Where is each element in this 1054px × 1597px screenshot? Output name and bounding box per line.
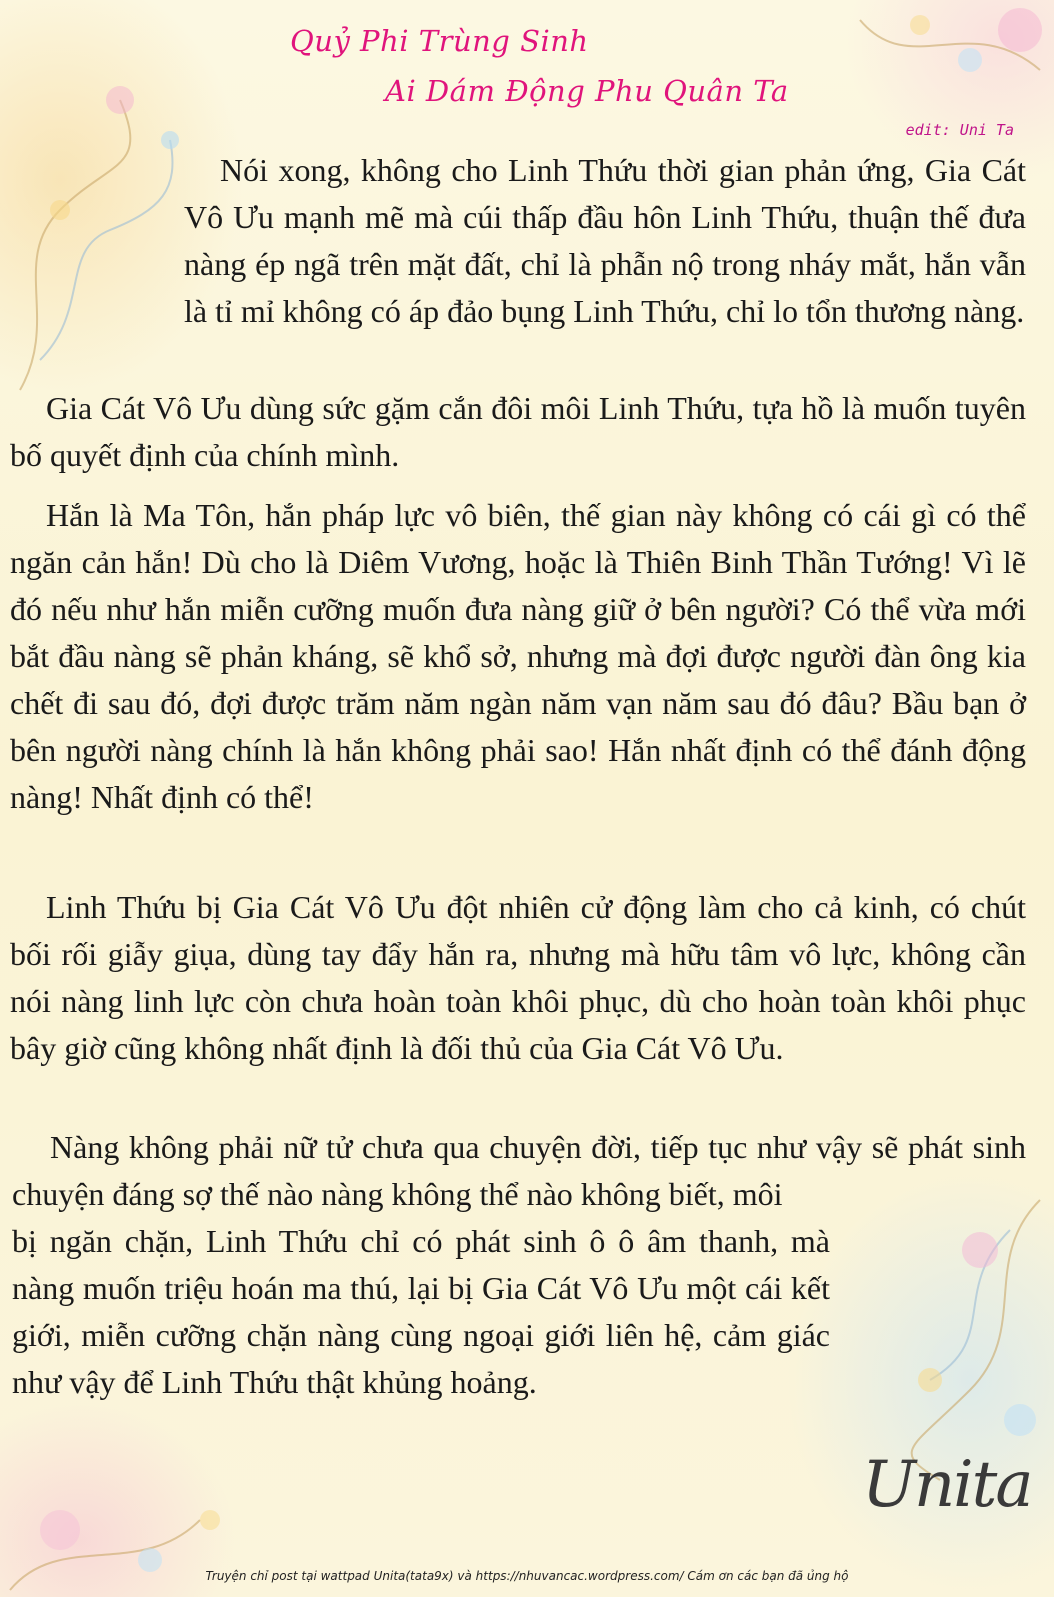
paragraph-1: Nói xong, không cho Linh Thứu thời gian phản ứng, Gia Cát Vô Ưu mạnh mẽ mà cúi thấp đầu hôn Linh Thứu, thuận thế đưa nàng ép ngã trên mặt đất, chỉ là phẫn nộ trong nháy mắt, hắn vẫn là tỉ mỉ không có áp đảo bụng Linh Thứu, chỉ lo tổn thương nàng. [184, 152, 1026, 329]
paragraph-3: Hắn là Ma Tôn, hắn pháp lực vô biên, thế gian này không có cái gì có thể ngăn cản hắn! Dù cho là Diêm Vương, hoặc là Thiên Binh Thần Tướng! Vì lẽ đó nếu như hắn miễn cưỡng muốn đưa nàng giữ ở bên người? Có thể vừa mới bắt đầu nàng sẽ phản kháng, sẽ khổ sở, nhưng mà đợi được người đàn ông kia chết đi sau đó, đợi được trăm năm ngàn năm vạn năm sau đó đâu? Bầu bạn ở bên người nàng chính là hắn không phải sao! Hắn nhất định có thể đánh động nàng! Nhất định có thể! [10, 497, 1026, 815]
paragraph-5-part-1: Nàng không phải nữ tử chưa qua chuyện đời, tiếp tục như vậy sẽ phát sinh chuyện đáng sợ thế nào nàng không thể nào không biết, môi [12, 1129, 1026, 1212]
editor-credit: edit: Uni Ta [905, 121, 1014, 139]
floral-swirl-decoration-left [0, 60, 200, 400]
signature-logo: Unita [862, 1448, 1032, 1522]
paragraph-5-part-2: bị ngăn chặn, Linh Thứu chỉ có phát sinh ô ô âm thanh, mà nàng muốn triệu hoán ma thú, lại bị Gia Cát Vô Ưu một cái kết giới, miễn cưỡng chặn nàng cùng ngoại giới liên hệ, cảm giác như vậy để Linh Thứu thật khủng hoảng. [12, 1223, 830, 1400]
story-title-line-1: Quỷ Phi Trùng Sinh [290, 24, 589, 58]
paragraph-4: Linh Thứu bị Gia Cát Vô Ưu đột nhiên cử động làm cho cả kinh, có chút bối rối giẫy giụa, dùng tay đẩy hắn ra, nhưng mà hữu tâm vô lực, không cần nói nàng linh lực còn chưa hoàn toàn khôi phục, dù cho hoàn toàn khôi phục bây giờ cũng không nhất định là đối thủ của Gia Cát Vô Ưu. [10, 889, 1026, 1066]
footer-note: Truyện chỉ post tại wattpad Unita(tata9x) và https://nhuvancac.wordpress.com/ Cám ơn các bạn đã ủng hộ [205, 1569, 849, 1583]
story-title-line-2: Ai Dám Động Phu Quân Ta [385, 74, 789, 108]
paragraph-2: Gia Cát Vô Ưu dùng sức gặm cắn đôi môi Linh Thứu, tựa hồ là muốn tuyên bố quyết định của chính mình. [10, 390, 1026, 473]
floral-swirl-decoration-bottom-right [830, 1190, 1054, 1490]
